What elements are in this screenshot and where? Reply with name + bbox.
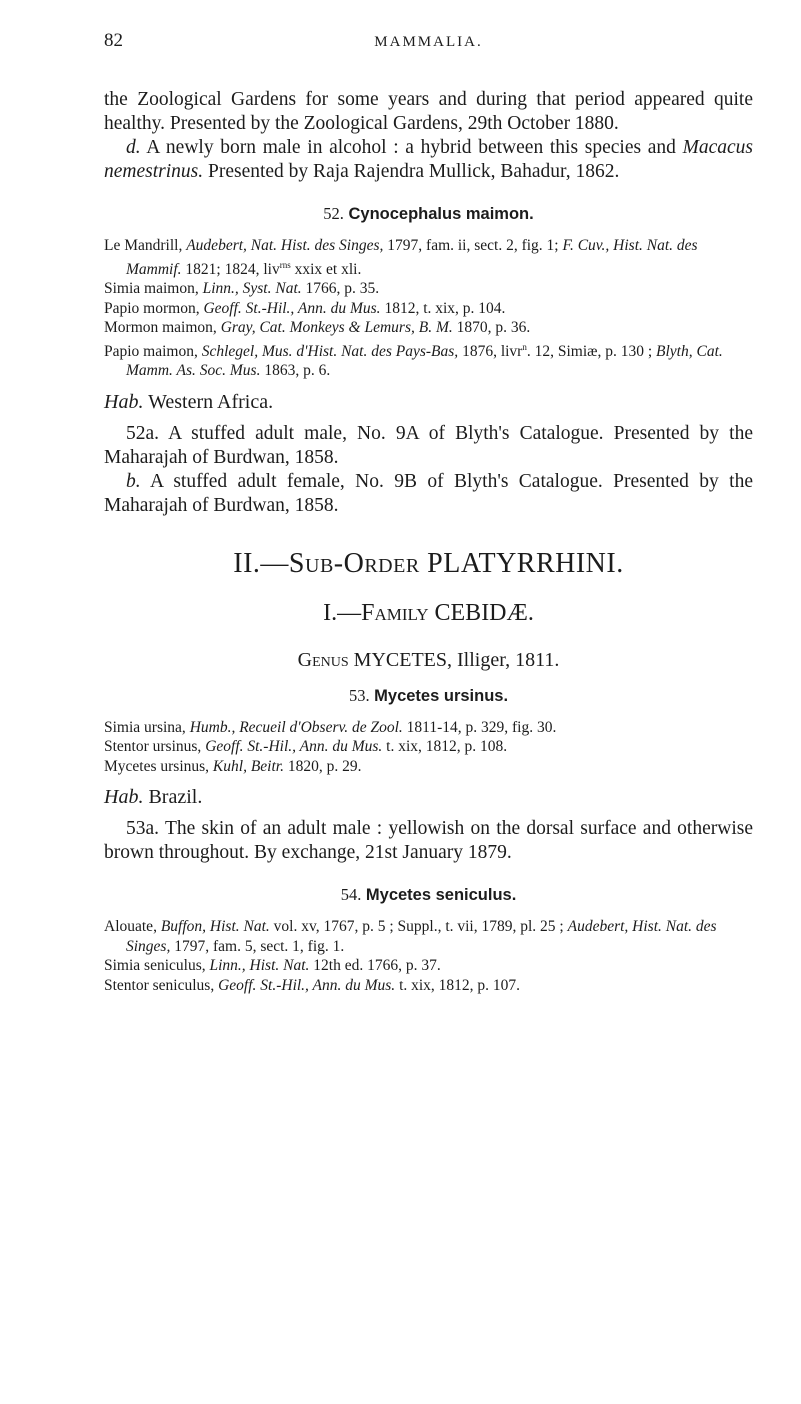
species-52-ref-3: Papio mormon, Geoff. St.-Hil., Ann. du Mus. 1812, t. xix, p. 104. <box>104 299 506 317</box>
specimen-52b: b. A stuffed adult female, No. 9B of Blyth's Catalogue. Presented by the Maharajah of Burdwan, 1858. <box>104 470 753 516</box>
species-52-heading <box>104 204 753 224</box>
species-54-ref-3: Stentor seniculus, Geoff. St.-Hil., Ann. du Mus. t. xix, 1812, p. 107. <box>104 976 521 994</box>
species-53-heading <box>104 686 753 706</box>
page-number: 82 <box>104 30 123 51</box>
running-header <box>104 30 753 54</box>
species-52-number: 52. <box>323 204 344 223</box>
family-heading: I.—Family CEBIDÆ. <box>323 599 534 626</box>
species-53-ref-3: Mycetes ursinus, Kuhl, Beitr. 1820, p. 29. <box>104 757 362 775</box>
suborder-heading: II.—Sub-Order PLATYRRHINI. <box>233 547 624 579</box>
genus-heading: Genus MYCETES, Illiger, 1811. <box>297 648 560 671</box>
specimen-d-text-1: A newly born male in alcohol : a hybrid between this species and <box>146 137 676 158</box>
species-52-ref-4: Mormon maimon, Gray, Cat. Monkeys & Lemurs, B. M. 1870, p. 36. <box>104 319 531 337</box>
species-54-name: Mycetes seniculus. <box>365 886 517 905</box>
species-52-habitat: Hab. Western Africa. <box>104 390 274 413</box>
specimen-53a: 53a. The skin of an adult male : yellowish on the dorsal surface and otherwise brown throughout. By exchange, 21st January 1879. <box>104 818 753 864</box>
species-54-heading <box>104 885 753 905</box>
specimen-d-text-2: Presented by Raja Rajendra Mullick, Bahadur, 1862. <box>208 161 620 182</box>
continued-paragraph: the Zoological Gardens for some years and during that period appeared quite healthy. Presented by the Zoological Gardens, 29th October 1880. <box>104 89 753 134</box>
specimen-d-label: d. <box>126 137 141 158</box>
species-53-habitat: Hab. Brazil. <box>104 786 203 809</box>
species-52-name: Cynocephalus maimon. <box>348 205 534 223</box>
specimen-52a: 52a. A stuffed adult male, No. 9A of Blyth's Catalogue. Presented by the Maharajah of Burdwan, 1858. <box>104 422 753 468</box>
species-53-name: Mycetes ursinus. <box>374 686 509 705</box>
species-54-ref-1: Alouate, Buffon, Hist. Nat. vol. xv, 1767, p. 5 ; Suppl., t. vii, 1789, pl. 25 ; Audebert, Hist. Nat. des Singes, 1797, fam. 5, sect. 1, fig. 1. <box>104 918 717 955</box>
running-title: MAMMALIA. <box>374 34 483 50</box>
specimen-d-paragraph <box>104 136 753 184</box>
species-53-ref-2: Stentor ursinus, Geoff. St.-Hil., Ann. du Mus. t. xix, 1812, p. 108. <box>104 738 508 756</box>
species-54-number: 54. <box>340 885 362 905</box>
species-53-ref-1: Simia ursina, Humb., Recueil d'Observ. de Zool. 1811-14, p. 329, fig. 30. <box>104 718 557 736</box>
species-52-ref-1: Le Mandrill, Audebert, Nat. Hist. des Singes, 1797, fam. ii, sect. 2, fig. 1; F. Cuv., Hist. Nat. des Mammif. 1821; 1824, liv$^{rns}$ xxix et xli. <box>104 237 698 278</box>
species-52-ref-2: Simia maimon, Linn., Syst. Nat. 1766, p. 35. <box>104 280 380 298</box>
specimen-d-species: Macacus nemestrinus. <box>104 137 753 182</box>
species-54-ref-2: Simia seniculus, Linn., Hist. Nat. 12th ed. 1766, p. 37. <box>104 957 441 975</box>
species-53-number: 53. <box>348 685 370 705</box>
species-52-ref-5: Papio maimon, Schlegel, Mus. d'Hist. Nat. des Pays-Bas, 1876, livr$^n$. 12, Simiæ, p. 130 ; Blyth, Cat. Mamm. As. Soc. Mus. 1863, p. 6. <box>104 341 723 380</box>
